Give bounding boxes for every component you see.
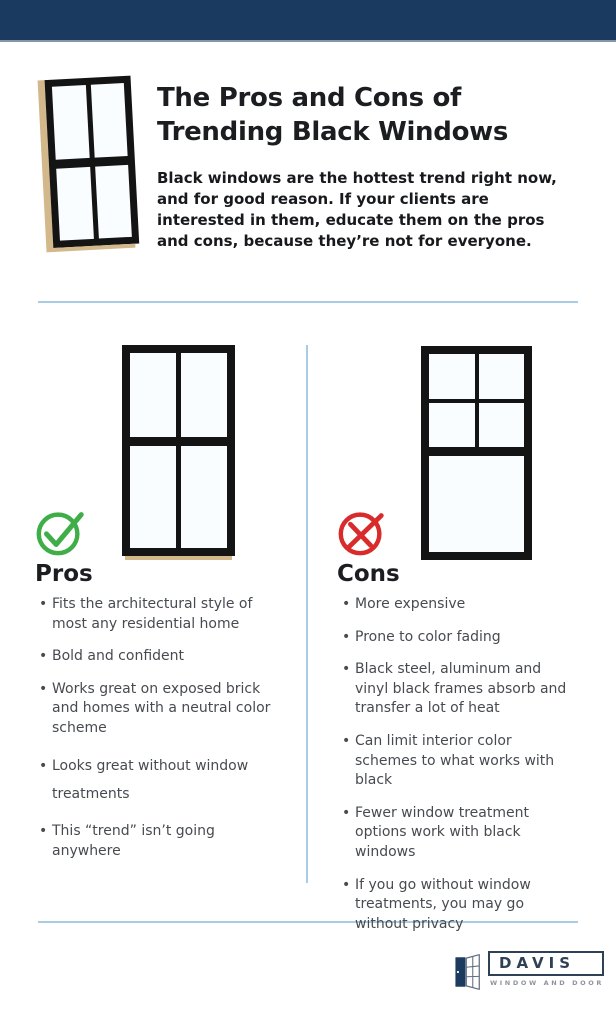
- cons-list: [341, 595, 575, 947]
- pros-window-illustration: [122, 345, 235, 556]
- pros-list: [38, 595, 280, 874]
- hero-window-body: [45, 76, 140, 252]
- list-item: • Fewer window treatment options work with black windows: [341, 804, 575, 863]
- open-door-icon: [455, 953, 481, 991]
- hero-window-illustration: [38, 76, 140, 253]
- brand-block: [488, 951, 604, 987]
- page-title: The Pros and Cons of Trending Black Windows: [157, 83, 509, 147]
- list-item: • Bold and confident: [38, 647, 280, 667]
- list-item: • Prone to color fading: [341, 628, 575, 648]
- window-pane: [181, 353, 227, 437]
- window-pane: [479, 403, 525, 448]
- cons-heading: Cons: [337, 561, 400, 587]
- window-top-sash: [52, 83, 128, 159]
- list-item: • Can limit interior color schemes to what works with black: [341, 732, 575, 791]
- window-pane: [52, 85, 89, 159]
- checkmark-icon: [33, 504, 87, 558]
- window-bottom-sash: [429, 456, 524, 552]
- list-item: • Fits the architectural style of most any residential home: [38, 595, 280, 634]
- window-pane: [429, 403, 475, 448]
- window-pane: [181, 446, 227, 548]
- window-bottom-sash: [130, 446, 227, 548]
- header-bar: [0, 0, 616, 42]
- horizontal-divider-top: [38, 301, 578, 303]
- brand-tagline: WINDOW AND DOOR: [490, 979, 604, 987]
- window-pane: [95, 164, 132, 238]
- list-item: • More expensive: [341, 595, 575, 615]
- window-pane: [429, 456, 524, 552]
- window-check-rail: [429, 447, 524, 456]
- window-pane: [479, 354, 525, 399]
- list-item: • If you go without window treatments, you may go without privacy: [341, 876, 575, 935]
- window-pane: [90, 83, 127, 157]
- window-pane: [130, 446, 176, 548]
- cons-window-illustration: [421, 346, 532, 560]
- davis-logo: [455, 951, 604, 991]
- window-top-sash: [429, 354, 524, 447]
- window-top-sash: [130, 353, 227, 437]
- list-item: • This “trend” isn’t going anywhere: [38, 822, 280, 861]
- window-pane: [429, 354, 475, 399]
- list-item: • Looks great without window treatments: [38, 752, 280, 809]
- window-pane: [56, 166, 93, 240]
- vertical-column-divider: [306, 345, 308, 883]
- brand-wordmark: DAVIS: [488, 951, 604, 976]
- window-bottom-sash: [56, 164, 132, 240]
- window-check-rail: [130, 437, 227, 446]
- window-frame: [45, 76, 140, 248]
- window-pane: [130, 353, 176, 437]
- intro-paragraph: Black windows are the hottest trend right now, and for good reason. If your clients are interested in them, educate them on the pros and cons, because they’re not for everyone.: [157, 169, 557, 250]
- list-item: • Works great on exposed brick and homes with a neutral color scheme: [38, 680, 280, 739]
- cross-icon: [335, 504, 389, 558]
- pros-heading: Pros: [35, 561, 93, 587]
- list-item: • Black steel, aluminum and vinyl black frames absorb and transfer a lot of heat: [341, 660, 575, 719]
